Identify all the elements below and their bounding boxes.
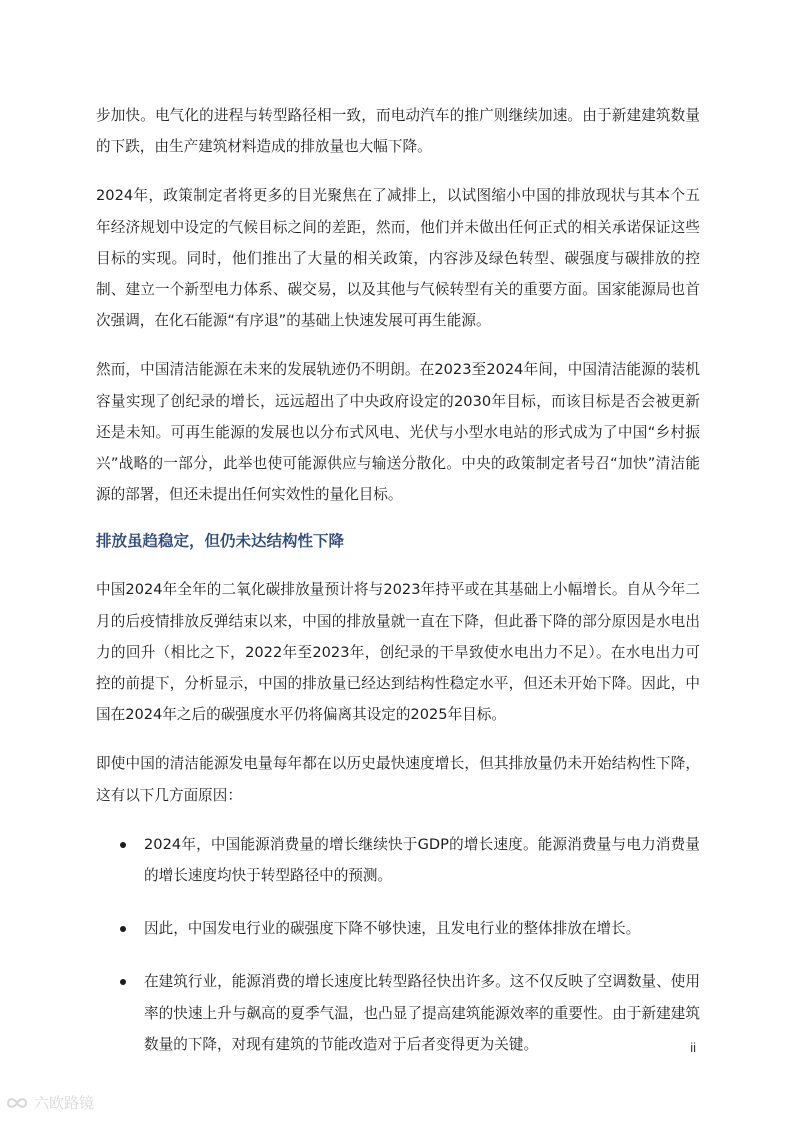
reasons-list	[96, 829, 700, 1060]
list-item	[96, 829, 700, 891]
list-item-text: 在建筑行业，能源消费的增长速度比转型路径快出许多。这不仅反映了空调数量、使用率的快速上升与飙高的夏季气温，也凸显了提高建筑能源效率的重要性。由于新建建筑数量的下降，对现有建筑的节能改造对于后者变得更为关键。	[144, 973, 700, 1053]
bullet-dot-icon	[120, 979, 126, 985]
page-number: ii	[690, 1040, 696, 1055]
paragraph-reasons-intro: 即使中国的清洁能源发电量每年都在以历史最快速度增长，但其排放量仍未开始结构性下降，这有以下几方面原因：	[96, 755, 700, 804]
paragraph-emissions-2024: 中国2024年全年的二氧化碳排放量预计将与2023年持平或在其基础上小幅增长。自从今年二月的后疫情排放反弹结束以来，中国的排放量就一直在下降，但此番下降的部分原因是水电出力的回升（相比之下，2022年至2023年，创纪录的干旱致使水电出力不足）。在水电出力可控的前提下，分析显示，中国的排放量已经达到结构性稳定水平，但还未开始下降。因此，中国在2024年之后的碳强度水平仍将偏离其设定的2025年目标。	[96, 581, 700, 724]
list-item-text: 因此，中国发电行业的碳强度下降不够快速，且发电行业的整体排放在增长。	[144, 920, 641, 938]
list-item	[96, 966, 700, 1060]
paragraph-electrification: 步加快。电气化的进程与转型路径相一致，而电动汽车的推广则继续加速。由于新建建筑数量的下跌，由生产建筑材料造成的排放量也大幅下降。	[96, 107, 700, 156]
list-item	[96, 913, 700, 944]
watermark-text: 六欧路镜	[34, 1094, 95, 1112]
infinity-logo-icon	[4, 1093, 30, 1113]
watermark	[4, 1092, 94, 1113]
bullet-dot-icon	[120, 842, 126, 848]
paragraph-clean-energy-outlook: 然而，中国清洁能源在未来的发展轨迹仍不明朗。在2023至2024年间，中国清洁能源的装机容量实现了创纪录的增长，远远超出了中央政府设定的2030年目标，而该目标是否会被更新还是未知。可再生能源的发展也以分布式风电、光伏与小型水电站的形式成为了中国“乡村振兴”战略的一部分，此举也使可能源供应与输送分散化。中央的政策制定者号召“加快”清洁能源的部署，但还未提出任何实效性的量化目标。	[96, 361, 700, 504]
section-heading: 排放虽趋稳定，但仍未达结构性下降	[96, 532, 345, 551]
bullet-dot-icon	[120, 926, 126, 932]
list-item-text: 2024年，中国能源消费量的增长继续快于GDP的增长速度。能源消费量与电力消费量的增长速度均快于转型路径中的预测。	[144, 835, 700, 885]
page-content	[96, 100, 700, 1082]
paragraph-policy-2024: 2024年，政策制定者将更多的目光聚焦在了减排上，以试图缩小中国的排放现状与其本个五年经济规划中设定的气候目标之间的差距，然而，他们并未做出任何正式的相关承诺保证这些目标的实现。同时，他们推出了大量的相关政策，内容涉及绿色转型、碳强度与碳排放的控制、建立一个新型电力体系、碳交易，以及其他与气候转型有关的重要方面。国家能源局也首次强调，在化石能源“有序退”的基础上快速发展可再生能源。	[96, 187, 700, 330]
